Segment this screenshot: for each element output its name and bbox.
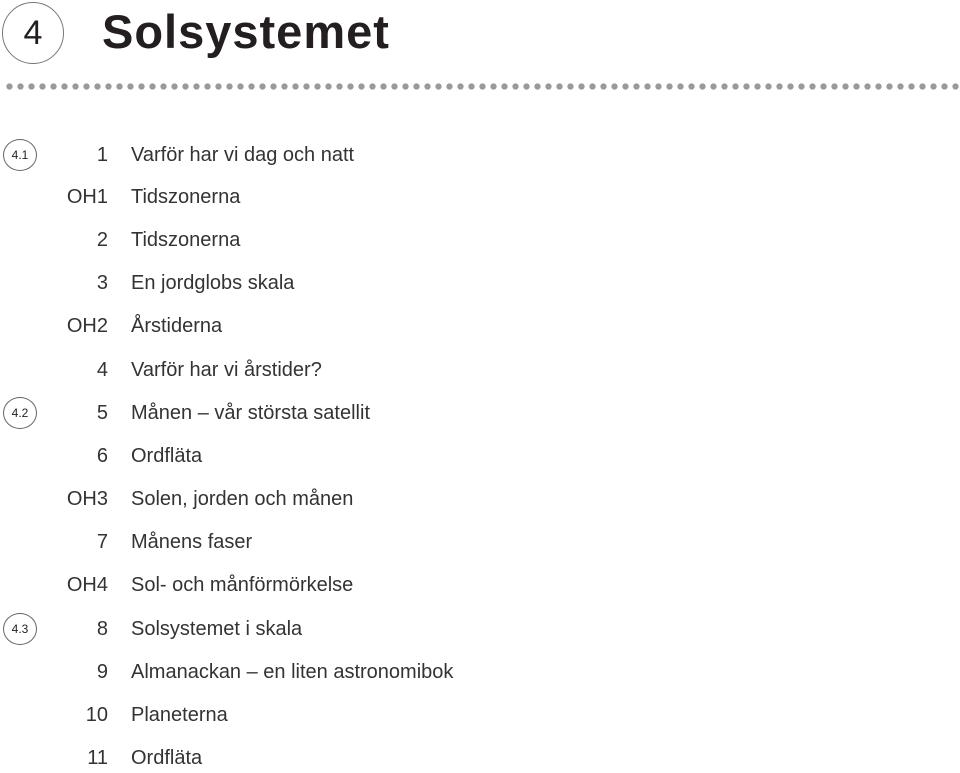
item-number: 8 [96,618,108,640]
item-number: OH2 [66,315,108,337]
item-label: Månen – vår största satellit [131,402,370,424]
item-number: OH3 [66,488,108,510]
item-number: 1 [96,144,108,166]
list-item[interactable] [0,268,960,298]
list-item[interactable] [0,355,960,385]
list-item[interactable] [0,743,960,773]
chapter-title: Solsystemet [102,5,390,58]
item-label: Almanackan – en liten astronomibok [131,661,454,683]
item-label: Tidszonerna [131,186,241,208]
item-label: Årstiderna [131,315,223,337]
list-item[interactable] [0,311,960,341]
list-item[interactable] [0,657,960,687]
item-label: Solen, jorden och månen [131,488,354,510]
item-label: Varför har vi dag och natt [131,144,355,166]
list-item[interactable] [0,570,960,600]
section-badge: 4.2 [3,397,37,429]
section-badge: 4.1 [3,139,37,171]
item-number: OH1 [66,186,108,208]
list-item[interactable] [0,527,960,557]
item-label: Sol- och månförmörkelse [131,574,354,596]
item-number: 9 [96,661,108,683]
list-item[interactable] [0,398,960,428]
item-label: Ordfläta [131,747,203,769]
item-label: Tidszonerna [131,229,241,251]
dotted-divider [4,83,960,90]
item-number: OH4 [66,574,108,596]
item-label: Månens faser [131,531,253,553]
chapter-number-badge: 4 [2,2,64,64]
list-item[interactable] [0,441,960,471]
item-number: 10 [85,704,108,726]
list-item[interactable] [0,225,960,255]
item-label: Varför har vi årstider? [131,359,322,381]
item-number: 7 [96,531,108,553]
list-item[interactable] [0,140,960,170]
item-number: 3 [96,272,108,294]
item-label: Planeterna [131,704,228,726]
list-item[interactable] [0,484,960,514]
item-label: En jordglobs skala [131,272,295,294]
item-label: Solsystemet i skala [131,618,303,640]
list-item[interactable] [0,182,960,212]
item-number: 6 [96,445,108,467]
item-number: 4 [96,359,108,381]
section-badge: 4.3 [3,613,37,645]
item-label: Ordfläta [131,445,203,467]
list-item[interactable] [0,614,960,644]
item-number: 5 [96,402,108,424]
item-number: 2 [96,229,108,251]
list-item[interactable] [0,700,960,730]
item-number: 11 [87,747,108,769]
